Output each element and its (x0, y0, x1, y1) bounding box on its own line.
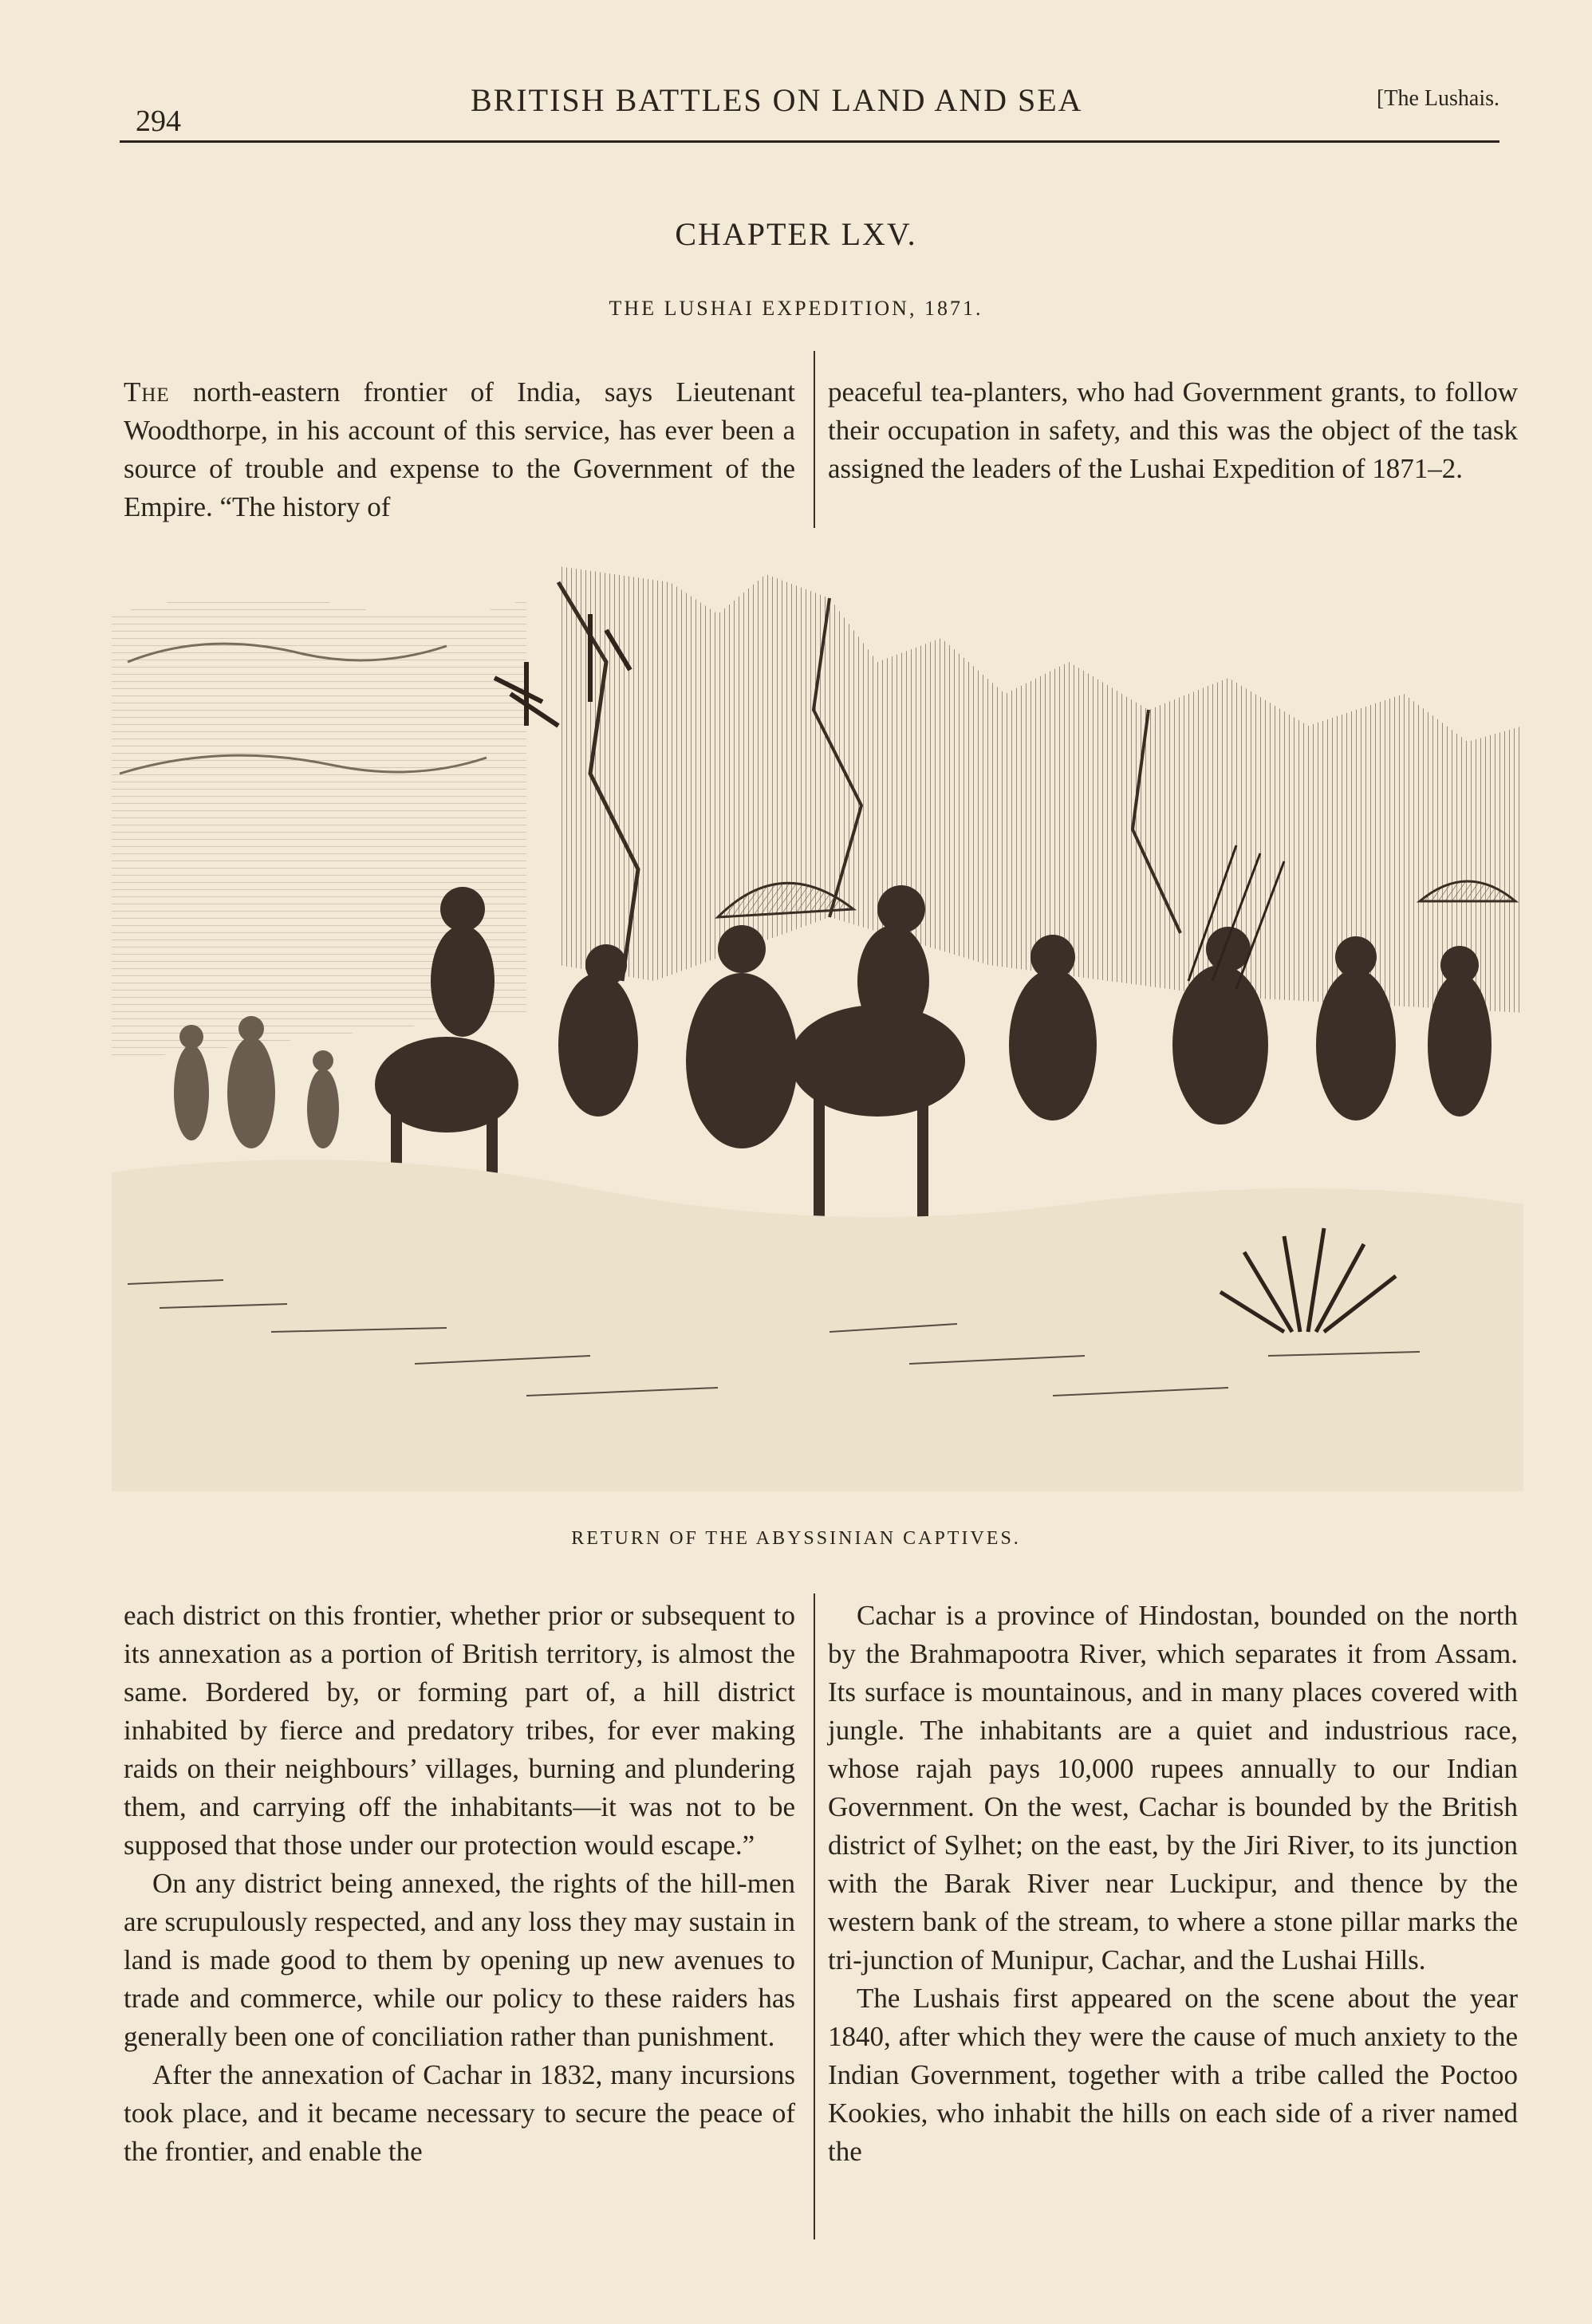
chapter-subtitle: THE LUSHAI EXPEDITION, 1871. (609, 297, 983, 320)
top-left-text: north-eastern frontier of India, says Lieutenant Woodthorpe, in his account of this service, has ever been a source of trouble and expense to the Government of the Empire. “The history of (124, 376, 795, 522)
bottom-right-column (828, 1597, 1518, 2171)
page-number: 294 (136, 104, 181, 138)
paragraph: Cachar is a province of Hindostan, bounded on the north by the Brahmapootra River, which separates it from Assam. Its surface is mountainous, and in many places covered with jungle. The inhabitants are a quiet and industrious race, whose rajah pays 10,000 rupees annually to our Indian Government. On the west, Cachar is bounded by the British district of Sylhet; on the east, by the Jiri River, to its junction with the Barak River near Luckipur, and thence by the western bank of the stream, to where a stone pillar marks the tri-junction of Munipur, Cachar, and the Lushai Hills. (828, 1600, 1518, 1975)
paragraph: After the annexation of Cachar in 1832, many incursions took place, and it became necessary to secure the peace of the frontier, and enable the (124, 2059, 795, 2167)
illustration-caption: RETURN OF THE ABYSSINIAN CAPTIVES. (571, 1528, 1021, 1549)
paragraph: The Lushais first appeared on the scene about the year 1840, after which they were the cause of much anxiety to the Indian Government, together with a tribe called the Poctoo Kookies, who inhabit the hills on each side of a river named the (828, 1983, 1518, 2167)
lead-word: The (124, 376, 170, 408)
bottom-column-rule (814, 1593, 815, 2239)
top-left-column (124, 373, 795, 526)
page-header (120, 72, 1499, 144)
paragraph: On any district being annexed, the rights of the hill-men are scrupulously respected, and any loss they may sustain in land is made good to them by opening up new avenues to trade and commerce, while our policy to these raiders has generally been one of conciliation rather than punishment. (124, 1868, 795, 2052)
top-column-rule (814, 351, 815, 528)
header-rule (120, 140, 1499, 143)
chapter-title: CHAPTER LXV. (675, 216, 917, 252)
section-reference: [The Lushais. (1377, 86, 1499, 111)
running-title: BRITISH BATTLES ON LAND AND SEA (471, 82, 1083, 118)
top-right-column (828, 373, 1518, 488)
engraving-illustration (112, 566, 1523, 1491)
paragraph: each district on this frontier, whether prior or subsequent to its annexation as a portion of British territory, is almost the same. Bordered by, or forming part of, a hill district inhabited by fierce and predatory tribes, for ever making raids on their neighbours’ villages, burning and plundering them, and carrying off the inhabitants—it was not to be supposed that those under our protection would escape.” (124, 1600, 795, 1861)
top-right-text: peaceful tea-planters, who had Government grants, to follow their occupation in safety, and this was the object of the task assigned the leaders of the Lushai Expedition of 1871–2. (828, 376, 1518, 484)
engraving-drawing (112, 566, 1523, 1491)
bottom-left-column (124, 1597, 795, 2171)
